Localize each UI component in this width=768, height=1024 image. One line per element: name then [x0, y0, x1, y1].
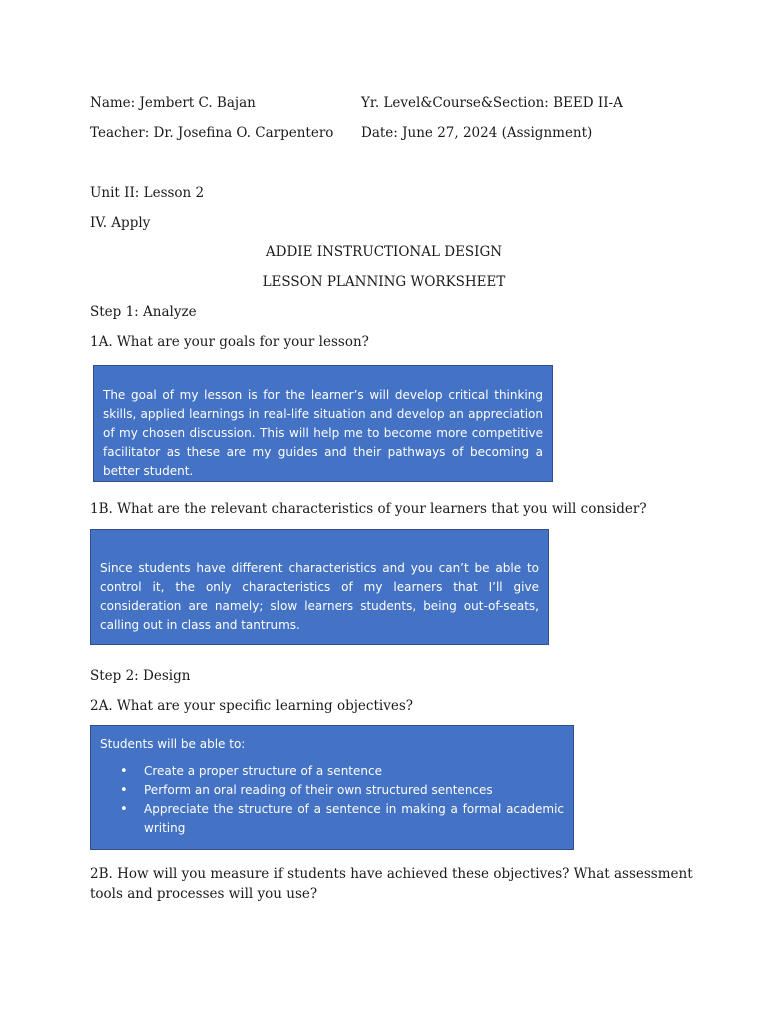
question-2b-line2: tools and processes will you use?	[90, 886, 318, 902]
teacher-name: Teacher: Dr. Josefina O. Carpentero	[90, 125, 334, 141]
list-item: • Appreciate the structure of a sentence in making a formal academic writing	[100, 800, 564, 838]
list-item: • Create a proper structure of a sentence	[100, 762, 564, 781]
question-2b-line1: 2B. How will you measure if students have achieved these objectives? What assessment	[90, 866, 693, 882]
answer-1b-box	[90, 529, 549, 645]
part-label: IV. Apply	[90, 215, 151, 231]
question-1a: 1A. What are your goals for your lesson?	[90, 334, 369, 350]
answer-1a-box	[93, 365, 553, 482]
objectives-list	[100, 762, 564, 838]
question-1b: 1B. What are the relevant characteristics of your learners that you will consider?	[90, 501, 647, 517]
objectives-intro: Students will be able to:	[100, 737, 246, 751]
document-title: ADDIE INSTRUCTIONAL DESIGN	[265, 244, 503, 260]
step2-heading: Step 2: Design	[90, 668, 191, 684]
student-name: Name: Jembert C. Bajan	[90, 95, 256, 111]
unit-label: Unit II: Lesson 2	[90, 185, 205, 201]
document-subtitle: LESSON PLANNING WORKSHEET	[262, 274, 506, 290]
question-2a: 2A. What are your specific learning objectives?	[90, 698, 414, 714]
answer-1a-text: The goal of my lesson is for the learner’s will develop critical thinking skills, applied learnings in real-life situation and develop an appreciation of my chosen discussion. This will help me to become more competitive facilitator as these are my guides and their pathways of becoming a better student.	[103, 388, 543, 478]
step1-heading: Step 1: Analyze	[90, 304, 197, 320]
course-section: Yr. Level&Course&Section: BEED II-A	[361, 95, 623, 111]
answer-2a-box	[90, 725, 574, 850]
date: Date: June 27, 2024 (Assignment)	[361, 125, 593, 141]
list-item: • Perform an oral reading of their own structured sentences	[100, 781, 564, 800]
answer-1b-text: Since students have different characteristics and you can’t be able to control it, the only characteristics of my learners that I’ll give consideration are namely; slow learners students, being out-of-seats, calling out in class and tantrums.	[100, 561, 539, 632]
